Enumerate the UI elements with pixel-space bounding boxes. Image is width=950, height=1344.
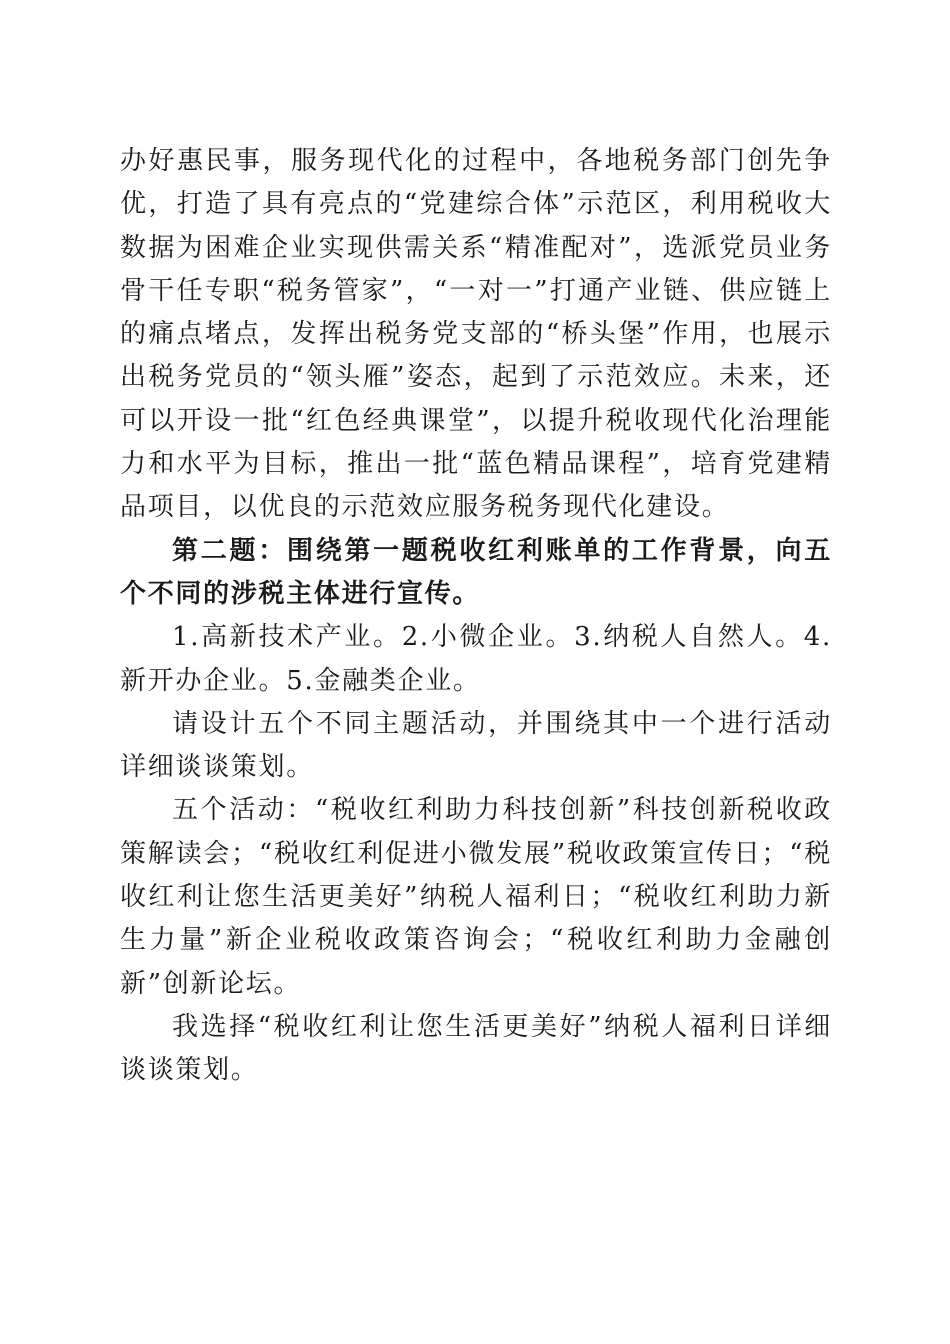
paragraph-task-instruction: 请设计五个不同主题活动，并围绕其中一个进行活动详细谈谈策划。 [120,708,832,783]
paragraph-question-two: 第二题：围绕第一题税收红利账单的工作背景，向五个不同的涉税主体进行宣传。 [120,535,832,609]
paragraph-intro-continuation: 办好惠民事，服务现代化的过程中，各地税务部门创先争优，打造了具有亮点的“党建综合体”示范区，利用税收大数据为困难企业实现供需关系“精准配对”，选派党员业务骨干任专职“税务管家”，“一对一”打通产业链、供应链上的痛点堵点，发挥出税务党支部的“桥头堡”作用，也展示出税务党员的“领头雁”姿态，起到了示范效应。未来，还可以开设一批“红色经典课堂”，以提升税收现代化治理能力和水平为目标，推出一批“蓝色精品课程”，培育党建精品项目，以优良的示范效应服务税务现代化建设。 [120,146,832,523]
document-body [120,140,832,1093]
paragraph-chosen-activity: 我选择“税收红利让您生活更美好”纳税人福利日详细谈谈策划。 [120,1011,832,1086]
paragraph-subject-list: 1.高新技术产业。2.小微企业。3.纳税人自然人。4.新开办企业。5.金融类企业。 [120,622,832,696]
paragraph-five-activities: 五个活动：“税收红利助力科技创新”科技创新税收政策解读会；“税收红利促进小微发展”税收政策宣传日；“税收红利让您生活更美好”纳税人福利日；“税收红利助力新生力量”新企业税收政策咨询会；“税收红利助力金融创新”创新论坛。 [120,795,832,999]
